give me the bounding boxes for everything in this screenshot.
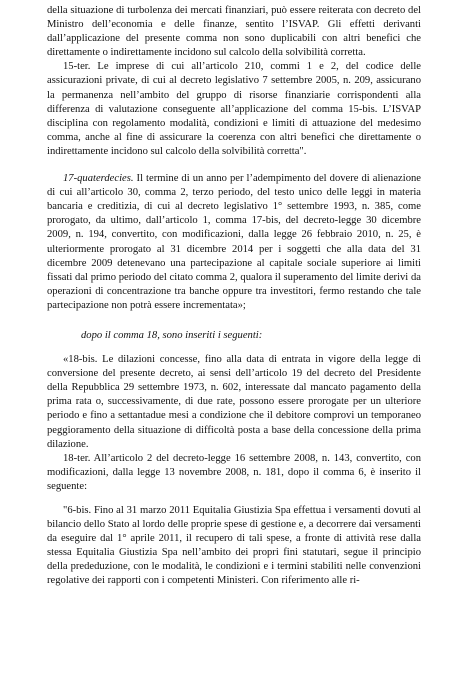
paragraph-text: Il termine di un anno per l’adempimento del dovere di alienazione di cui all’articolo 30, comma 2, terzo periodo, del testo unico delle leggi in materia bancaria e creditizia, di cui al decreto legislativo 1° settembre 1993, n. 385, come prorogato, da ultimo, dall’articolo 1, comma 17-bis, del decreto-legge 30 dicembre 2009, n. 194, convertito, con modificazioni, dalla legge 26 febbraio 2010, n. 25, è ulteriormente prorogato al 31 dicembre 2014 per i soggetti che alla data del 31 dicembre 2009 detenevano una partecipazione al capitale sociale superiore ai limiti fissati dal primo periodo del citato comma 2, qualora il superamento del limite derivi da operazioni di concentrazione tra banche oppure tra investitori, fermo restando che tale partecipazione non potrà essere incrementata»; bbox=[47, 173, 421, 311]
paragraph-6-bis bbox=[47, 504, 421, 589]
paragraph-text: della situazione di turbolenza dei mercati finanziari, può essere reiterata con decreto del Ministro dell’economia e delle finanze, sentito l’ISVAP. Gli effetti derivanti dall’applicazione del presente comma non sono duplicabili con altri benefici che direttamente o indirettamente incidono sul calcolo della solvibilità corretta. bbox=[47, 5, 421, 59]
section-heading bbox=[47, 329, 421, 343]
paragraph-18-bis bbox=[47, 353, 421, 452]
paragraph-15-ter bbox=[47, 60, 421, 159]
paragraph-continuation bbox=[47, 4, 421, 60]
paragraph-text: Le imprese di cui all’articolo 210, commi 1 e 2, del codice delle assicurazioni private, di cui al decreto legislativo 7 settembre 2005, n. 209, assicurano la permanenza nell’ambito del gruppo di risorse finanziarie corrispondenti alla differenza di valutazione conseguente all’applicazione del comma 15-bis. L’ISVAP disciplina con regolamento modalità, condizioni e limiti di attuazione del medesimo comma, anche al fine di assicurare la coerenza con altri benefici che direttamente o indirettamente incidono sul calcolo della solvibilità corretta". bbox=[47, 61, 421, 157]
heading-text: dopo il comma 18, sono inseriti i seguenti: bbox=[81, 329, 263, 341]
paragraph-label: «18-bis. bbox=[63, 354, 98, 366]
paragraph-text: "6-bis. Fino al 31 marzo 2011 Equitalia Giustizia Spa effettua i versamenti dovuti al bilancio dello Stato al lordo delle proprie spese di gestione e, a decorrere dai versamenti da eseguire dal 1° aprile 2011, il recupero di tali spese, a fronte di attività rese dalla stessa Equitalia Giustizia Spa nell’ambito dei propri fini statutari, segue il principio della prededuzione, con le modalità, le condizioni e i termini stabiliti nelle convenzioni regolative dei rapporti con i competenti Ministeri. Con riferimento alle ri- bbox=[47, 505, 421, 587]
paragraph-text: All’articolo 2 del decreto-legge 16 settembre 2008, n. 143, convertito, con modificazioni, dalla legge 13 novembre 2008, n. 181, dopo il comma 6, è inserito il seguente: bbox=[47, 452, 421, 492]
document-page bbox=[47, 4, 421, 589]
paragraph-18-ter bbox=[47, 452, 421, 494]
paragraph-17-quaterdecies bbox=[47, 172, 421, 313]
paragraph-label: 18-ter. bbox=[63, 452, 91, 464]
paragraph-text: Le dilazioni concesse, fino alla data di entrata in vigore della legge di conversione del presente decreto, ai sensi dell’articolo 19 del decreto del Presidente della Repubblica 29 settembre 1973, n. 602, interessate dal mancato pagamento della prima rata o, successivamente, di due rate, possono essere prorogate per un ulteriore periodo e fino a settantadue mesi a condizione che il debitore comprovi un temporaneo peggioramento della situazione di difficoltà posta a base della concessione della prima dilazione. bbox=[47, 354, 421, 450]
paragraph-label: 15-ter. bbox=[63, 61, 91, 73]
paragraph-label: 17-quaterdecies. bbox=[63, 173, 134, 185]
